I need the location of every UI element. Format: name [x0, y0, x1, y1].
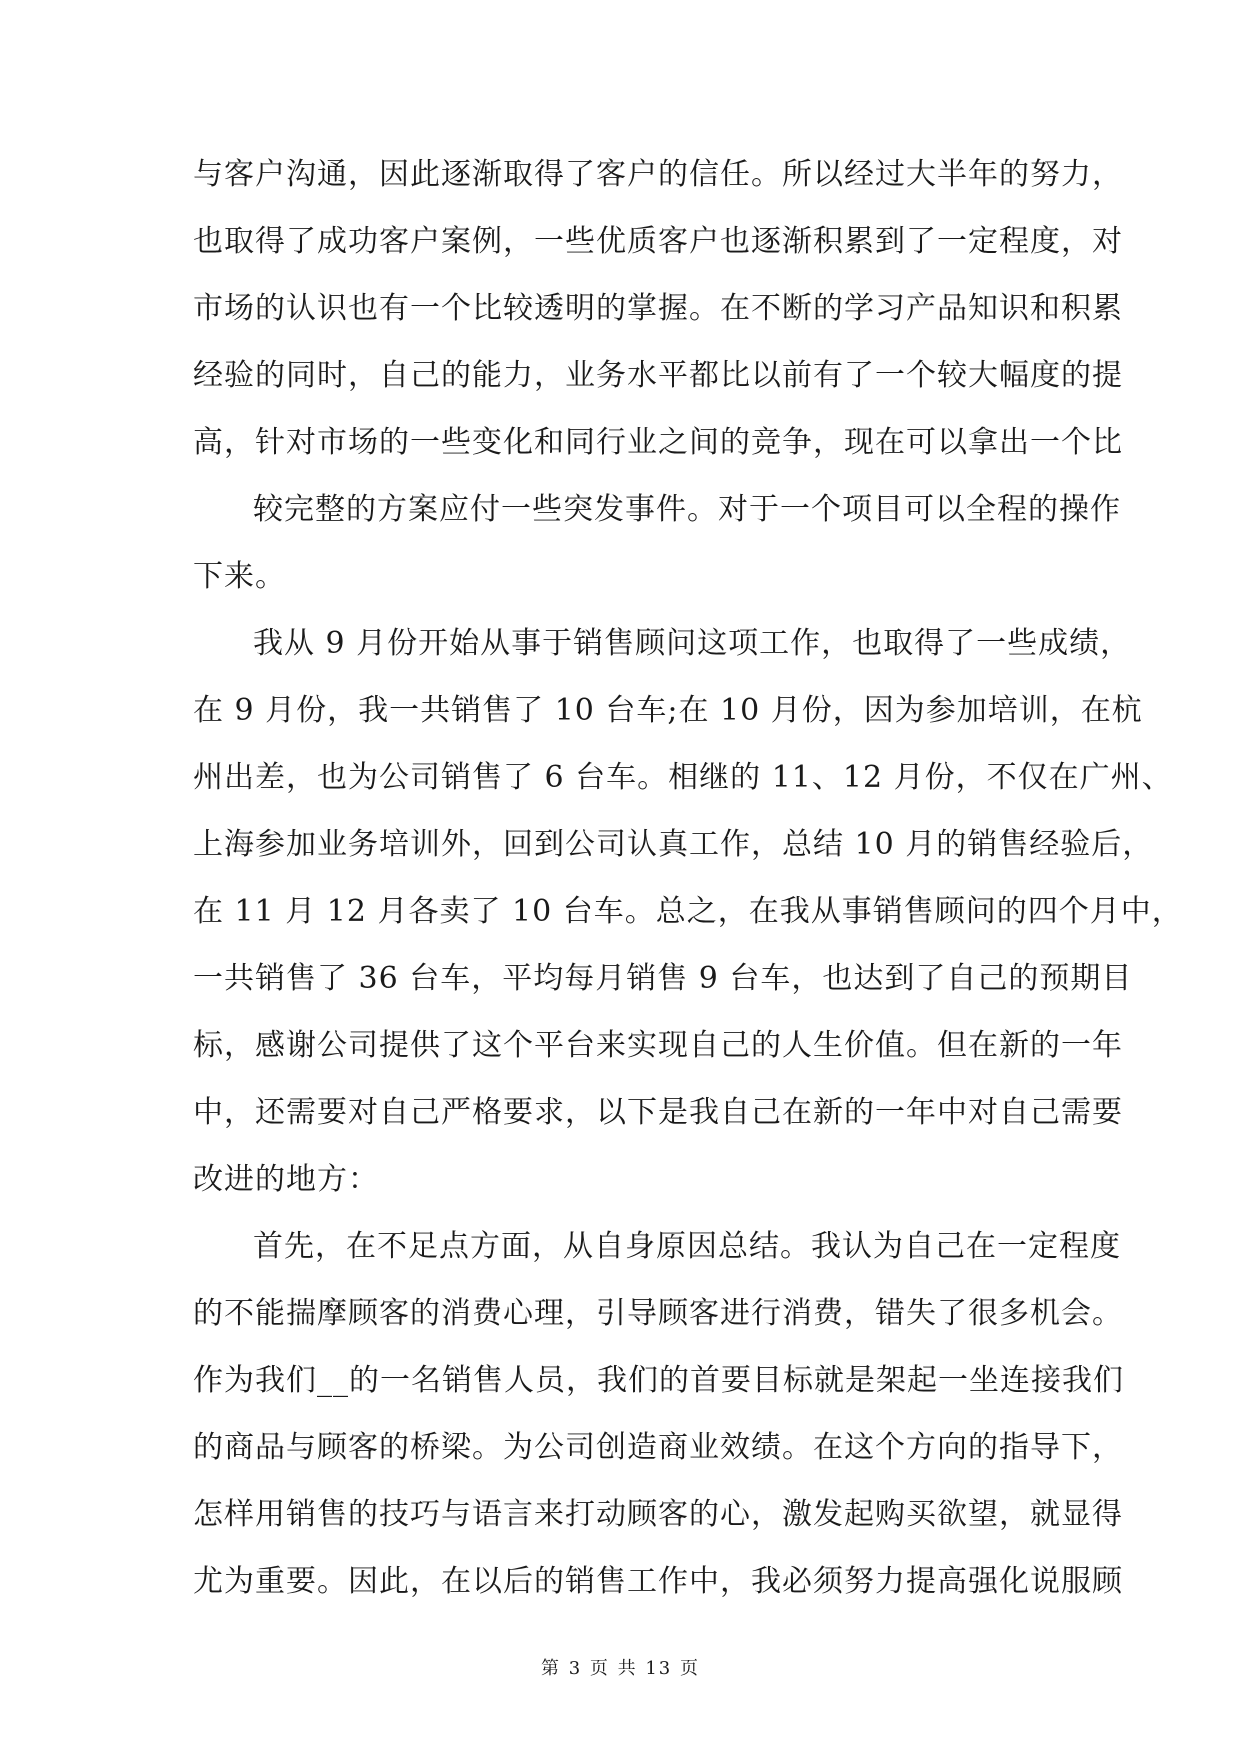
paragraph-line: 的不能揣摩顾客的消费心理，引导顾客进行消费，错失了很多机会。 — [193, 1296, 1123, 1331]
paragraph-line: 高，针对市场的一些变化和同行业之间的竞争，现在可以拿出一个比 — [193, 425, 1123, 460]
paragraph-line: 首先，在不足点方面，从自身原因总结。我认为自己在一定程度 — [253, 1229, 1121, 1264]
page-number-footer: 第 3 页 共 13 页 — [541, 1658, 700, 1679]
paragraph-line: 州出差，也为公司销售了 6 台车。相继的 11、12 月份，不仅在广州、 — [193, 760, 1173, 795]
paragraph-line: 尤为重要。因此，在以后的销售工作中，我必须努力提高强化说服顾 — [193, 1564, 1123, 1599]
paragraph-line: 也取得了成功客户案例，一些优质客户也逐渐积累到了一定程度，对 — [193, 224, 1123, 259]
paragraph-line: 的商品与顾客的桥梁。为公司创造商业效绩。在这个方向的指导下， — [193, 1430, 1123, 1465]
paragraph-line: 较完整的方案应付一些突发事件。对于一个项目可以全程的操作 — [253, 492, 1121, 527]
paragraph-line: 中，还需要对自己严格要求，以下是我自己在新的一年中对自己需要 — [193, 1095, 1123, 1130]
paragraph-line: 怎样用销售的技巧与语言来打动顾客的心，激发起购买欲望，就显得 — [193, 1497, 1123, 1532]
paragraph-line: 市场的认识也有一个比较透明的掌握。在不断的学习产品知识和积累 — [193, 291, 1123, 326]
paragraph-line: 经验的同时，自己的能力，业务水平都比以前有了一个较大幅度的提 — [193, 358, 1123, 393]
paragraph-line: 在 11 月 12 月各卖了 10 台车。总之，在我从事销售顾问的四个月中， — [193, 894, 1183, 929]
paragraph-line: 标，感谢公司提供了这个平台来实现自己的人生价值。但在新的一年 — [193, 1028, 1123, 1063]
paragraph-line: 与客户沟通，因此逐渐取得了客户的信任。所以经过大半年的努力， — [193, 157, 1123, 192]
paragraph-line: 上海参加业务培训外，回到公司认真工作，总结 10 月的销售经验后， — [193, 827, 1154, 862]
paragraph-line: 在 9 月份，我一共销售了 10 台车;在 10 月份，因为参加培训，在杭 — [193, 693, 1143, 728]
paragraph-line: 改进的地方： — [193, 1162, 379, 1197]
paragraph-line: 作为我们__的一名销售人员，我们的首要目标就是架起一坐连接我们 — [193, 1363, 1124, 1398]
paragraph-line: 一共销售了 36 台车，平均每月销售 9 台车，也达到了自己的预期目 — [193, 961, 1133, 996]
paragraph-line: 我从 9 月份开始从事于销售顾问这项工作，也取得了一些成绩， — [253, 626, 1132, 661]
paragraph-line: 下来。 — [193, 559, 286, 594]
